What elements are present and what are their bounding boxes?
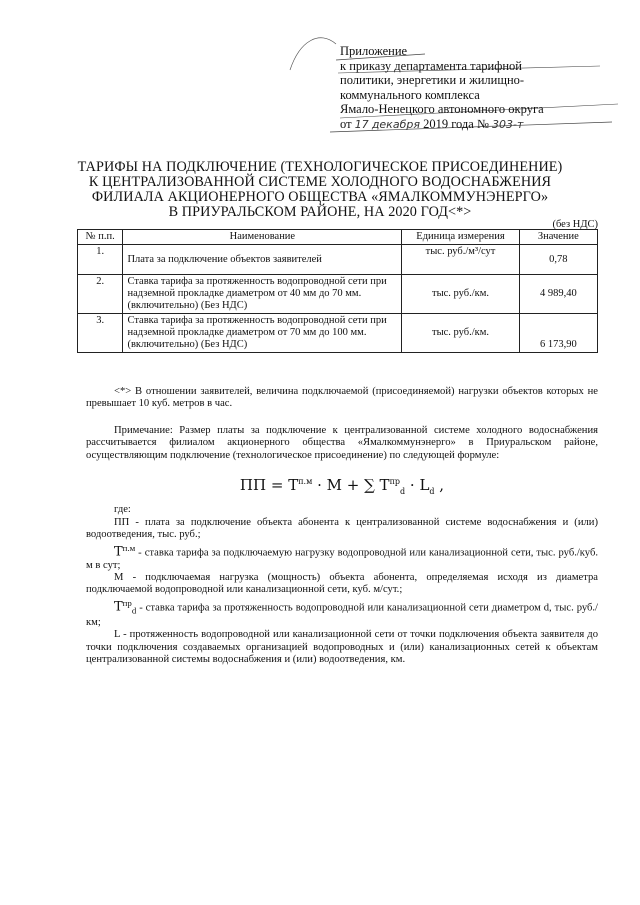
vat-note: (без НДС) xyxy=(552,219,598,230)
title-line-1: ТАРИФЫ НА ПОДКЛЮЧЕНИЕ (ТЕХНОЛОГИЧЕСКОЕ ПРИСОЕДИНЕНИЕ) xyxy=(77,159,563,175)
document-title xyxy=(60,160,580,220)
appendix-header xyxy=(340,44,630,133)
row-number: 2. xyxy=(78,275,123,314)
order-number: 303-т xyxy=(492,117,524,131)
row-name: Ставка тарифа за протяженность водопроводной сети при надземной прокладке диаметром от 70 мм до 100 мм. (включительно) (Без НДС) xyxy=(123,314,402,353)
tariffs-table xyxy=(77,229,598,353)
title-line-3: ФИЛИАЛА АКЦИОНЕРНОГО ОБЩЕСТВА «ЯМАЛКОММУНЭНЕРГО» xyxy=(91,189,549,205)
t-definition-text: - ставка тарифа за подключаемую нагрузку водопроводной или канализационной сети, тыс. руб./куб. м в сут; xyxy=(86,547,598,571)
appendix-date-line xyxy=(340,117,630,133)
t-symbol-sup: п.м xyxy=(122,542,136,553)
header-unit: Единица измерения xyxy=(402,230,519,245)
footnote: <*> В отношении заявителей, величина подключаемой (присоединяемой) нагрузки объектов которых не превышает 10 куб. метров в час. xyxy=(86,386,598,410)
table-row xyxy=(78,314,598,353)
formula-mid: · M + ∑ T xyxy=(312,476,390,495)
formula-lhs: ПП = T xyxy=(239,476,299,495)
title-line-4: В ПРИУРАЛЬСКОМ РАЙОНЕ, НА 2020 ГОД<*> xyxy=(168,204,472,220)
t-symbol: T xyxy=(114,544,123,560)
definition-t xyxy=(86,542,598,572)
tpr-symbol: T xyxy=(114,599,123,615)
row-unit: тыс. руб./км. xyxy=(402,275,519,314)
appendix-line-5: Ямало-Ненецкого автономного округа xyxy=(340,102,544,117)
definition-pp: ПП - плата за подключение объекта абонента к централизованной системе водоснабжения и (или) водоотведения, тыс. руб.; xyxy=(86,516,598,541)
row-name: Ставка тарифа за протяженность водопроводной сети при надземной прокладке диаметром от 40 мм до 70 мм. (включительно) (Без НДС) xyxy=(123,275,402,314)
formula-t2-sub: d xyxy=(400,487,406,497)
row-number: 3. xyxy=(78,314,123,353)
table-row xyxy=(78,275,598,314)
title-line-2: К ЦЕНТРАЛИЗОВАННОЙ СИСТЕМЕ ХОЛОДНОГО ВОДОСНАБЖЕНИЯ xyxy=(88,174,552,190)
row-name: Плата за подключение объектов заявителей xyxy=(123,245,402,275)
document-body xyxy=(86,386,598,666)
note-paragraph: Примечание: Размер платы за подключение к централизованной системе холодного водоснабжения рассчитывается филиалом акционерного общества «Ямалкоммунэнерго» в Приуральском районе, осуществляющим подключение (технологическое присоединение) по следующей формуле: xyxy=(86,424,598,461)
table-header-row xyxy=(78,230,598,245)
appendix-line-3: политики, энергетики и жилищно- xyxy=(340,73,525,88)
row-unit: тыс. руб./км. xyxy=(402,314,519,353)
header-number: № п.п. xyxy=(78,230,123,245)
table-row xyxy=(78,245,598,275)
formula-t2-sup: пр xyxy=(389,477,401,487)
definition-l: L - протяженность водопроводной или канализационной сети от точки подключения объекта заявителя до точки подключения создаваемых организацией водопроводных и (или) канализационных сетей к объектам централизованной системы водоснабжения и (или) водоотведения, км. xyxy=(86,629,598,666)
definition-tpr xyxy=(86,597,598,629)
formula-l-sub: d xyxy=(429,487,435,497)
definition-m: М - подключаемая нагрузка (мощность) объекта абонента, определяемая исходя из диаметра подключаемой водопроводной или канализационной сети, куб. м/сут.; xyxy=(86,572,598,596)
appendix-line-4: коммунального комплекса xyxy=(340,87,480,102)
date-year: 2019 года № xyxy=(423,116,489,131)
formula-rhs: · L xyxy=(405,476,430,495)
formula-t-sup: п.м xyxy=(298,477,313,487)
date-prefix: от xyxy=(340,116,352,131)
date-day: 17 xyxy=(354,117,369,131)
row-value: 4 989,40 xyxy=(519,275,597,314)
header-value: Значение xyxy=(519,230,597,245)
appendix-line-2: к приказу департамента тарифной xyxy=(340,58,522,73)
row-number: 1. xyxy=(78,245,123,275)
tpr-symbol-sub: d xyxy=(131,605,137,616)
formula xyxy=(86,476,598,498)
header-name: Наименование xyxy=(123,230,402,245)
where-label: где: xyxy=(114,504,131,516)
date-month: декабря xyxy=(371,117,420,131)
formula-end: , xyxy=(434,476,445,495)
tpr-definition-text: - ставка тарифа за протяженность водопроводной или канализационной сети диаметром d, тыс. руб./км; xyxy=(86,602,598,628)
row-value: 0,78 xyxy=(519,245,597,275)
tpr-symbol-sup: пр xyxy=(122,597,132,608)
row-value: 6 173,90 xyxy=(519,314,597,353)
appendix-line-1: Приложение xyxy=(340,44,408,58)
row-unit: тыс. руб./м³/сут xyxy=(402,245,519,275)
